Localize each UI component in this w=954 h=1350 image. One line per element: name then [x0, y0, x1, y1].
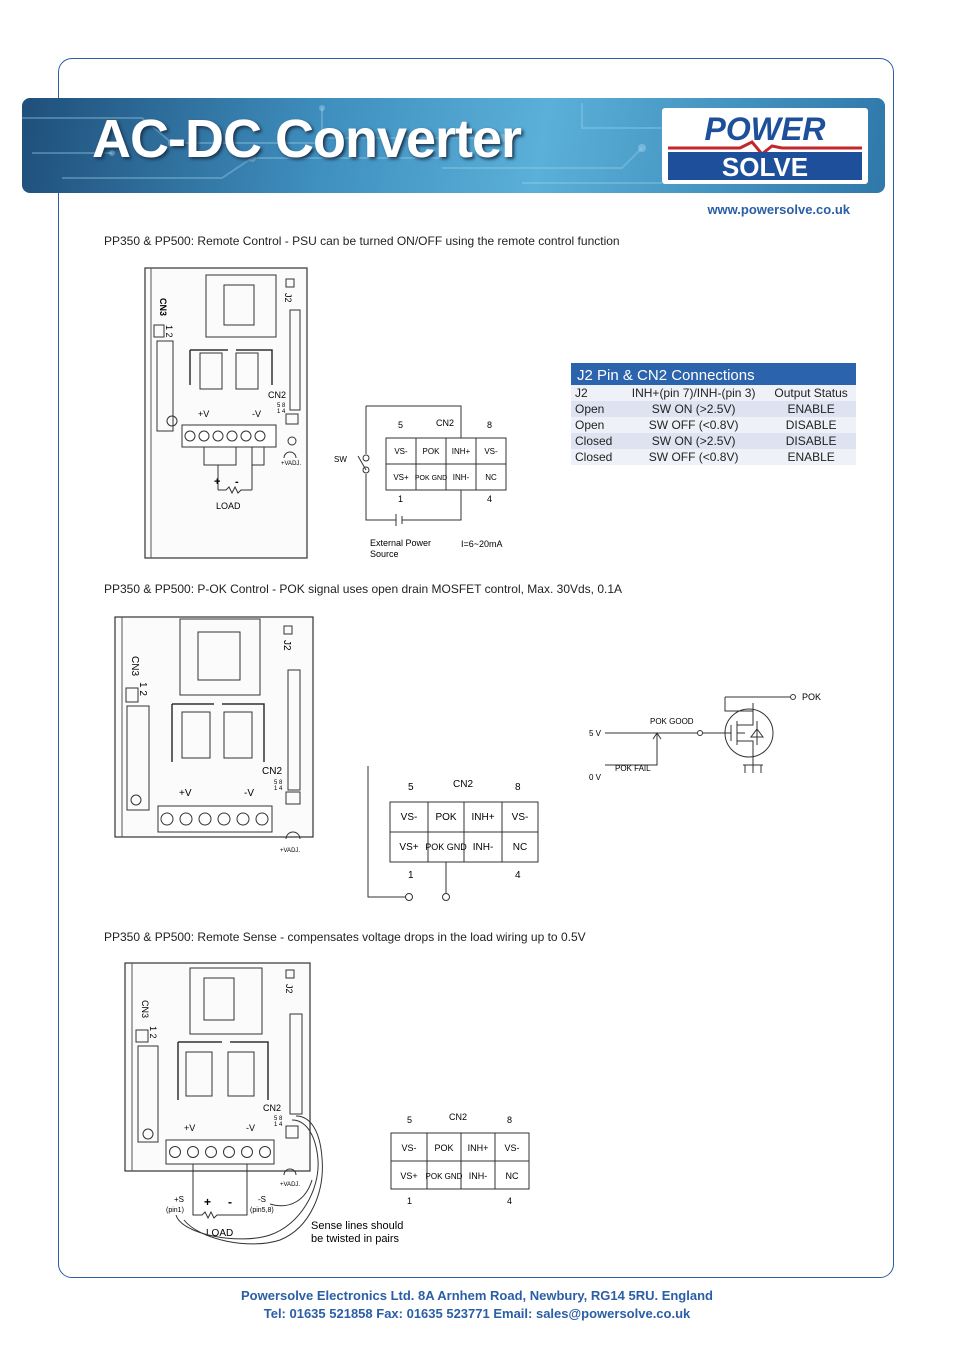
table-header-row: J2 INH+(pin 7)/INH-(pin 3) Output Status [571, 385, 856, 401]
svg-text:INH+: INH+ [451, 447, 471, 456]
svg-text:J2: J2 [283, 293, 293, 303]
svg-text:CN2: CN2 [268, 390, 287, 400]
svg-text:be twisted in pairs: be twisted in pairs [311, 1233, 400, 1245]
svg-text:VS-: VS- [484, 447, 498, 456]
svg-text:5: 5 [407, 1115, 413, 1125]
svg-text:+: + [204, 1195, 212, 1209]
svg-text:CN2: CN2 [449, 1112, 468, 1122]
table-row: Closed SW OFF (<0.8V) ENABLE [571, 449, 856, 465]
svg-text:1: 1 [408, 870, 414, 881]
svg-text:INH-: INH- [472, 842, 494, 853]
svg-text:J2: J2 [281, 640, 292, 651]
svg-text:+V: +V [184, 1123, 196, 1133]
svg-text:1 4: 1 4 [274, 1122, 283, 1128]
powersolve-logo [662, 108, 868, 184]
svg-text:1: 1 [398, 494, 404, 504]
remote-control-pin-grid [386, 438, 506, 490]
svg-text:INH-: INH- [452, 473, 470, 482]
remote-control-cn2-diagram [330, 400, 520, 565]
svg-text:VS-: VS- [401, 1143, 417, 1153]
svg-text:1 4: 1 4 [277, 409, 286, 415]
svg-text:VS-: VS- [394, 447, 408, 456]
svg-text:-V: -V [246, 1123, 255, 1133]
footer-contact[interactable]: Tel: 01635 521858 Fax: 01635 523771 Email: sales@powersolve.co.uk [263, 1306, 691, 1321]
footer-address: Powersolve Electronics Ltd. 8A Arnhem Road, Newbury, RG14 5RU. England [241, 1288, 713, 1303]
table-row: Open SW OFF (<0.8V) DISABLE [571, 417, 856, 433]
page-title: AC-DC Converter [92, 109, 522, 169]
svg-text:VS+: VS+ [400, 1171, 418, 1181]
svg-text:POK GND: POK GND [414, 475, 448, 482]
svg-text:-S: -S [258, 1195, 266, 1204]
remote-sense-cn2-diagram [385, 1105, 535, 1210]
svg-text:POK: POK [435, 812, 457, 823]
svg-text:VS+: VS+ [399, 842, 419, 853]
svg-text:INH-: INH- [468, 1171, 488, 1181]
header-banner [22, 98, 885, 193]
table-title: J2 Pin & CN2 Connections [571, 363, 856, 385]
svg-text:LOAD: LOAD [216, 501, 241, 511]
pok-mosfet-diagram [585, 685, 825, 785]
svg-text:1 4: 1 4 [274, 786, 283, 792]
svg-text:5 8: 5 8 [277, 403, 286, 409]
svg-text:8: 8 [507, 1115, 513, 1125]
svg-text:VS-: VS- [504, 1143, 520, 1153]
remote-sense-caption: PP350 & PP500: Remote Sense - compensates voltage drops in the load wiring up to 0.5V [104, 930, 586, 944]
pok-control-caption: PP350 & PP500: P-OK Control - POK signal uses open drain MOSFET control, Max. 30Vds, 0.1A [104, 582, 623, 596]
svg-text:CN3: CN3 [158, 298, 168, 317]
svg-text:CN2: CN2 [263, 1103, 282, 1113]
svg-text:8: 8 [515, 782, 521, 793]
svg-text:-V: -V [244, 788, 254, 799]
svg-text:CN2: CN2 [453, 779, 474, 790]
svg-text:External Power: External Power [370, 538, 432, 548]
svg-text:5 V: 5 V [589, 729, 602, 738]
svg-text:CN2: CN2 [436, 418, 455, 428]
remote-sense-psu-board [120, 960, 430, 1250]
svg-text:I=6~20mA: I=6~20mA [461, 539, 503, 549]
svg-text:CN3: CN3 [140, 1000, 150, 1019]
svg-text:4: 4 [507, 1196, 513, 1206]
svg-text:5: 5 [408, 782, 414, 793]
svg-text:1 2: 1 2 [137, 682, 148, 696]
svg-text:INH+: INH+ [471, 812, 495, 823]
svg-text:Source: Source [370, 549, 399, 559]
website-link[interactable]: www.powersolve.co.uk [707, 202, 850, 217]
remote-control-caption: PP350 & PP500: Remote Control - PSU can be turned ON/OFF using the remote control function [104, 234, 620, 248]
svg-text:Sense lines should: Sense lines should [311, 1220, 404, 1232]
svg-text:INH+: INH+ [467, 1143, 489, 1153]
svg-text:POK GND: POK GND [425, 842, 467, 852]
svg-text:+: + [214, 476, 221, 488]
svg-text:5 8: 5 8 [274, 1116, 283, 1122]
pok-control-psu-board [110, 614, 320, 864]
svg-text:POK GND: POK GND [425, 1172, 463, 1181]
svg-text:5 8: 5 8 [274, 780, 283, 786]
svg-text:POWER: POWER [704, 111, 826, 147]
svg-text:-: - [228, 1195, 232, 1209]
svg-text:J2: J2 [284, 984, 294, 994]
svg-text:1 2: 1 2 [164, 325, 174, 338]
j2-cn2-connections-table [571, 363, 856, 465]
svg-text:VS-: VS- [400, 812, 418, 823]
svg-text:NC: NC [485, 473, 497, 482]
remote-control-psu-board [140, 265, 315, 565]
svg-text:LOAD: LOAD [206, 1228, 234, 1239]
svg-text:SW: SW [334, 455, 347, 464]
table-row: Closed SW ON (>2.5V) DISABLE [571, 433, 856, 449]
svg-text:5: 5 [398, 420, 404, 430]
pok-control-cn2-diagram [360, 762, 550, 912]
svg-text:NC: NC [505, 1171, 519, 1181]
svg-text:1: 1 [407, 1196, 413, 1206]
svg-text:8: 8 [487, 420, 493, 430]
svg-text:POK: POK [434, 1143, 454, 1153]
svg-text:VS-: VS- [511, 812, 529, 823]
svg-text:POK: POK [422, 447, 440, 456]
svg-text:+V: +V [179, 788, 192, 799]
svg-text:+VADJ.: +VADJ. [280, 848, 301, 854]
svg-text:NC: NC [512, 842, 528, 853]
svg-text:4: 4 [487, 494, 493, 504]
svg-text:VS+: VS+ [393, 473, 409, 482]
table-row: Open SW ON (>2.5V) ENABLE [571, 401, 856, 417]
svg-text:CN2: CN2 [262, 766, 283, 777]
svg-text:+S: +S [174, 1195, 185, 1204]
svg-text:POK: POK [802, 692, 822, 702]
svg-text:-: - [235, 476, 239, 488]
svg-text:+VADJ.: +VADJ. [280, 1182, 301, 1188]
svg-text:-V: -V [252, 409, 261, 419]
svg-text:+VADJ.: +VADJ. [281, 461, 302, 467]
svg-text:0 V: 0 V [589, 773, 602, 782]
svg-text:(pin1): (pin1) [166, 1207, 184, 1214]
svg-text:+V: +V [198, 409, 210, 419]
svg-text:(pin5,8): (pin5,8) [250, 1207, 274, 1214]
svg-text:POK GOOD: POK GOOD [650, 717, 694, 726]
svg-text:4: 4 [515, 870, 521, 881]
svg-text:CN3: CN3 [129, 656, 140, 677]
svg-text:1 2: 1 2 [148, 1026, 158, 1039]
svg-text:SOLVE: SOLVE [721, 152, 809, 182]
svg-text:POK FAIL: POK FAIL [615, 764, 651, 773]
